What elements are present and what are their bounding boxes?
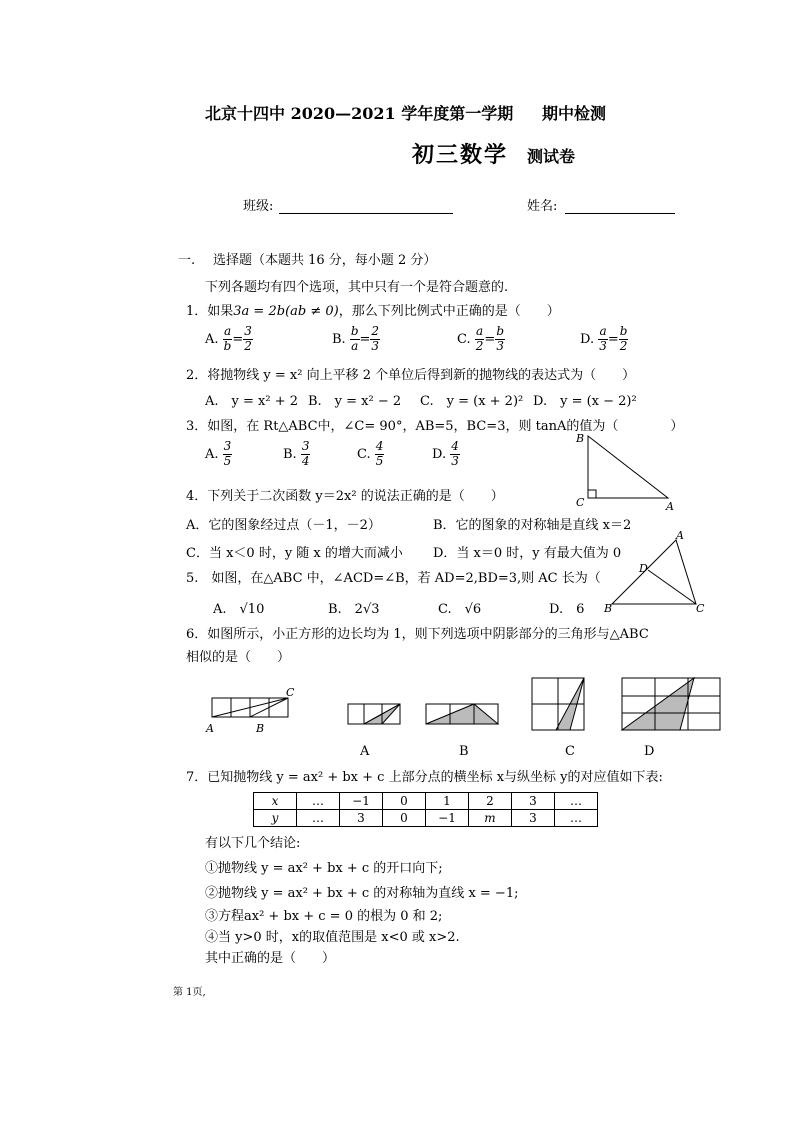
table-cell: y — [254, 810, 297, 827]
q6-option-a-figure[interactable] — [346, 700, 402, 728]
q3-option-c[interactable]: C. $\frac{4}{5}$ — [357, 439, 384, 468]
q3-stem: 3．如图，在 Rt△ABC中，∠C= 90°，AB=5，BC=3，则 tanA的值为（ ） — [186, 419, 684, 434]
q6-stem-line2: 相似的是（ ） — [186, 650, 291, 665]
q6-option-d-label[interactable]: D — [644, 744, 655, 759]
q1-option-b[interactable]: B. $\frac{b}{a}$ = $\frac{2}{3}$ — [332, 324, 380, 353]
page-number: 第 1页, — [173, 987, 206, 998]
q5-option-b[interactable]: B. 2√3 — [328, 602, 380, 617]
section-number: 一. — [178, 253, 196, 268]
q7-conclusion-4: ④当 y>0 时，x的取值范围是 x<0 或 x>2. — [205, 930, 460, 945]
label-b: B — [576, 432, 585, 445]
table-cell: … — [297, 793, 340, 810]
q5-stem: 5. 如图，在△ABC 中，∠ACD=∠B，若 AD=2,BD=3,则 AC 长为（ — [186, 571, 601, 586]
table-cell: m — [469, 810, 512, 827]
table-cell: 3 — [340, 810, 383, 827]
q6-stem-line1: 6．如图所示，小正方形的边长均为 1，则下列选项中阴影部分的三角形与△ABC — [186, 627, 649, 642]
table-cell: 2 — [469, 793, 512, 810]
table-row — [254, 810, 598, 827]
q6-option-b-label[interactable]: B — [459, 744, 469, 759]
label-d: D — [639, 562, 648, 575]
label-b: B — [604, 602, 613, 615]
section-intro: 下列各题均有四个选项，其中只有一个是符合题意的. — [205, 280, 509, 295]
q7-ask: 其中正确的是（ ） — [205, 951, 336, 966]
q6-reference-figure — [204, 686, 300, 738]
q7-conclusion-2: ②抛物线 y = ax² + bx + c 的对称轴为直线 x = −1; — [205, 886, 519, 901]
section-heading: 选择题（本题共 16 分，每小题 2 分） — [213, 253, 437, 268]
label-c: C — [286, 686, 295, 699]
class-field[interactable] — [279, 199, 453, 214]
q7-intro: 有以下几个结论: — [205, 836, 301, 851]
q4-option-a[interactable]: A．它的图象经过点（－1，－2） — [186, 518, 381, 533]
table-cell: … — [297, 810, 340, 827]
table-cell: −1 — [340, 793, 383, 810]
table-cell: 3 — [512, 810, 555, 827]
q5-triangle-figure — [600, 530, 710, 616]
q1-option-c[interactable]: C. $\frac{a}{2}$ = $\frac{b}{3}$ — [457, 324, 504, 353]
q2-option-b[interactable]: B. y = x² − 2 — [308, 394, 402, 409]
q6-option-b-figure[interactable] — [424, 700, 500, 728]
q6-option-c-figure[interactable] — [530, 676, 586, 732]
subject-subtitle: 测试卷 — [527, 147, 576, 166]
q3-triangle-figure — [570, 428, 680, 514]
exam-type: 期中检测 — [542, 104, 607, 123]
q7-stem: 7．已知抛物线 y = ax² + bx + c 上部分点的横坐标 x与纵坐标 y的对应值如下表: — [186, 770, 663, 785]
class-label: 班级: — [243, 199, 274, 214]
q2-stem: 2．将抛物线 y = x² 向上平移 2 个单位后得到新的抛物线的表达式为（ ） — [186, 368, 636, 383]
q5-option-d[interactable]: D. 6 — [549, 602, 585, 617]
table-row — [254, 793, 598, 810]
q6-option-a-label[interactable]: A — [360, 744, 370, 759]
table-cell: −1 — [426, 810, 469, 827]
name-label: 姓名: — [527, 199, 558, 214]
label-c: C — [576, 496, 585, 509]
q2-option-d[interactable]: D. y = (x − 2)² — [533, 394, 637, 409]
q3-option-b[interactable]: B. $\frac{3}{4}$ — [283, 439, 310, 468]
q1-option-a[interactable]: A. $\frac{a}{b}$ = $\frac{3}{2}$ — [205, 324, 252, 353]
q6-option-d-figure[interactable] — [620, 676, 722, 732]
q7-conclusion-1: ①抛物线 y = ax² + bx + c 的开口向下; — [205, 861, 443, 876]
q1-stem: 1．如果3a = 2b(ab ≠ 0)，那么下列比例式中正确的是（ ） — [186, 304, 560, 319]
q3-option-a[interactable]: A. $\frac{3}{5}$ — [205, 439, 232, 468]
table-cell: x — [254, 793, 297, 810]
subject-title: 初三数学 — [412, 142, 509, 168]
q4-option-c[interactable]: C．当 x＜0 时，y 随 x 的增大而减小 — [186, 546, 403, 561]
q5-option-a[interactable]: A. √10 — [213, 602, 265, 617]
table-cell: 3 — [512, 793, 555, 810]
q2-option-a[interactable]: A. y = x² + 2 — [205, 394, 298, 409]
q1-option-d[interactable]: D. $\frac{a}{3}$ = $\frac{b}{2}$ — [580, 324, 628, 353]
label-a: A — [206, 722, 214, 735]
table-cell: 0 — [383, 810, 426, 827]
q4-option-d[interactable]: D．当 x＝0 时，y 有最大值为 0 — [433, 546, 622, 561]
table-cell: … — [555, 810, 598, 827]
q6-option-c-label[interactable]: C — [565, 744, 575, 759]
label-b: B — [256, 722, 265, 735]
q4-option-b[interactable]: B．它的图象的对称轴是直线 x＝2 — [433, 518, 632, 533]
name-field[interactable] — [565, 199, 675, 214]
label-a: A — [666, 500, 674, 513]
table-cell: … — [555, 793, 598, 810]
label-a: A — [676, 530, 684, 542]
q4-stem: 4．下列关于二次函数 y＝2x² 的说法正确的是（ ） — [186, 489, 504, 504]
q2-option-c[interactable]: C. y = (x + 2)² — [420, 394, 524, 409]
q7-conclusion-3: ③方程ax² + bx + c = 0 的根为 0 和 2; — [205, 909, 443, 924]
label-c: C — [696, 602, 705, 615]
table-cell: 1 — [426, 793, 469, 810]
q7-value-table — [253, 792, 598, 827]
table-cell: 0 — [383, 793, 426, 810]
page-title: 北京十四中 2020—2021 学年度第一学期 — [205, 104, 514, 123]
q5-option-c[interactable]: C. √6 — [438, 602, 482, 617]
q3-option-d[interactable]: D. $\frac{4}{3}$ — [432, 439, 459, 468]
